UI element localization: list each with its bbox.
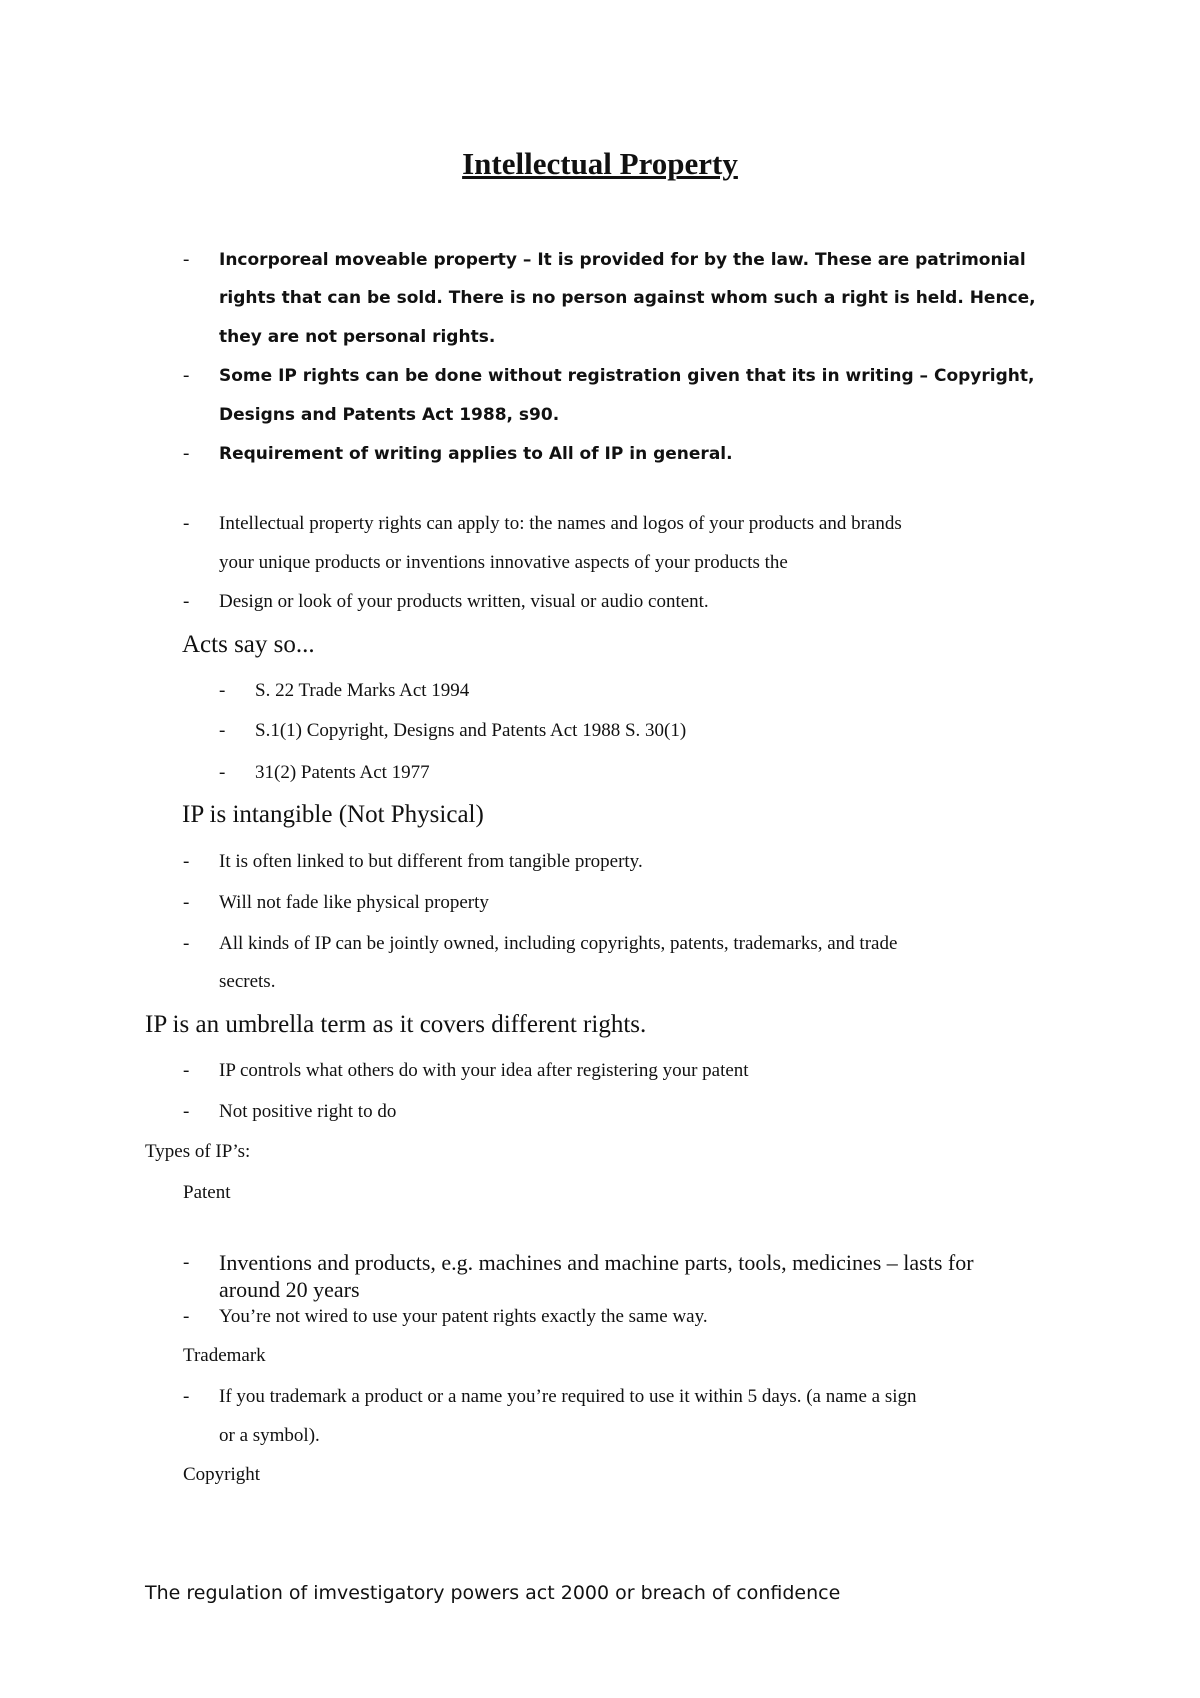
bullet-dash: - [183,1306,190,1327]
bullet-text-cont: or a symbol). [219,1425,320,1446]
bullet-text: IP controls what others do with your idea after registering your patent [219,1060,749,1081]
types-label: Types of IP’s: [145,1141,251,1162]
bullet-text-cont: around 20 years [219,1277,360,1302]
bullet-dash: - [183,892,190,913]
act-item: 31(2) Patents Act 1977 [255,762,430,783]
patent-label: Patent [183,1182,231,1203]
page-title: Intellectual Property [462,146,738,181]
bullet-text: Incorporeal moveable property – It is provided for by the law. These are patrimonial [219,250,1026,270]
bullet-text: Requirement of writing applies to All of IP in general. [219,444,733,464]
section-heading-intangible: IP is intangible (Not Physical) [182,801,484,828]
bullet-dash: - [183,1252,190,1273]
bullet-text: Not positive right to do [219,1101,397,1122]
section-heading-umbrella: IP is an umbrella term as it covers different rights. [145,1011,647,1038]
act-item: S. 22 Trade Marks Act 1994 [255,680,470,701]
trademark-label: Trademark [183,1345,266,1366]
bullet-dash: - [183,513,190,534]
bullet-dash: - [183,1386,190,1407]
bullet-text-cont: rights that can be sold. There is no person against whom such a right is held. Hence, [219,288,1036,308]
bullet-dash: - [219,720,226,741]
bullet-text: It is often linked to but different from tangible property. [219,851,643,872]
bullet-text: You’re not wired to use your patent rights exactly the same way. [219,1306,708,1327]
bullet-text: Some IP rights can be done without registration given that its in writing – Copyright, [219,366,1035,386]
bullet-text: If you trademark a product or a name you’re required to use it within 5 days. (a name a sign [219,1386,917,1407]
bullet-text: Intellectual property rights can apply to: the names and logos of your products and brands [219,513,902,534]
bullet-dash: - [219,680,226,701]
bullet-dash: - [183,591,190,612]
bullet-dash: - [183,443,190,464]
bullet-text: Will not fade like physical property [219,892,489,913]
act-item: S.1(1) Copyright, Designs and Patents Act 1988 S. 30(1) [255,720,687,741]
copyright-label: Copyright [183,1464,261,1485]
bullet-text-cont: Designs and Patents Act 1988, s90. [219,405,560,425]
bullet-dash: - [183,851,190,872]
bullet-dash: - [183,933,190,954]
bullet-text-cont: secrets. [219,971,276,992]
bullet-text: Inventions and products, e.g. machines and machine parts, tools, medicines – lasts for [219,1250,974,1275]
bullet-dash: - [219,762,226,783]
closing-line: The regulation of imvestigatory powers act 2000 or breach of confidence [145,1582,841,1604]
bullet-dash: - [183,1101,190,1122]
bullet-text: All kinds of IP can be jointly owned, including copyrights, patents, trademarks, and trade [219,933,898,954]
bullet-text-cont: your unique products or inventions innovative aspects of your products the [219,552,788,573]
section-heading-acts: Acts say so... [182,631,315,658]
bullet-text: Design or look of your products written, visual or audio content. [219,591,709,612]
bullet-text-cont: they are not personal rights. [219,327,496,347]
bullet-dash: - [183,249,190,270]
bullet-dash: - [183,365,190,386]
bullet-dash: - [183,1060,190,1081]
